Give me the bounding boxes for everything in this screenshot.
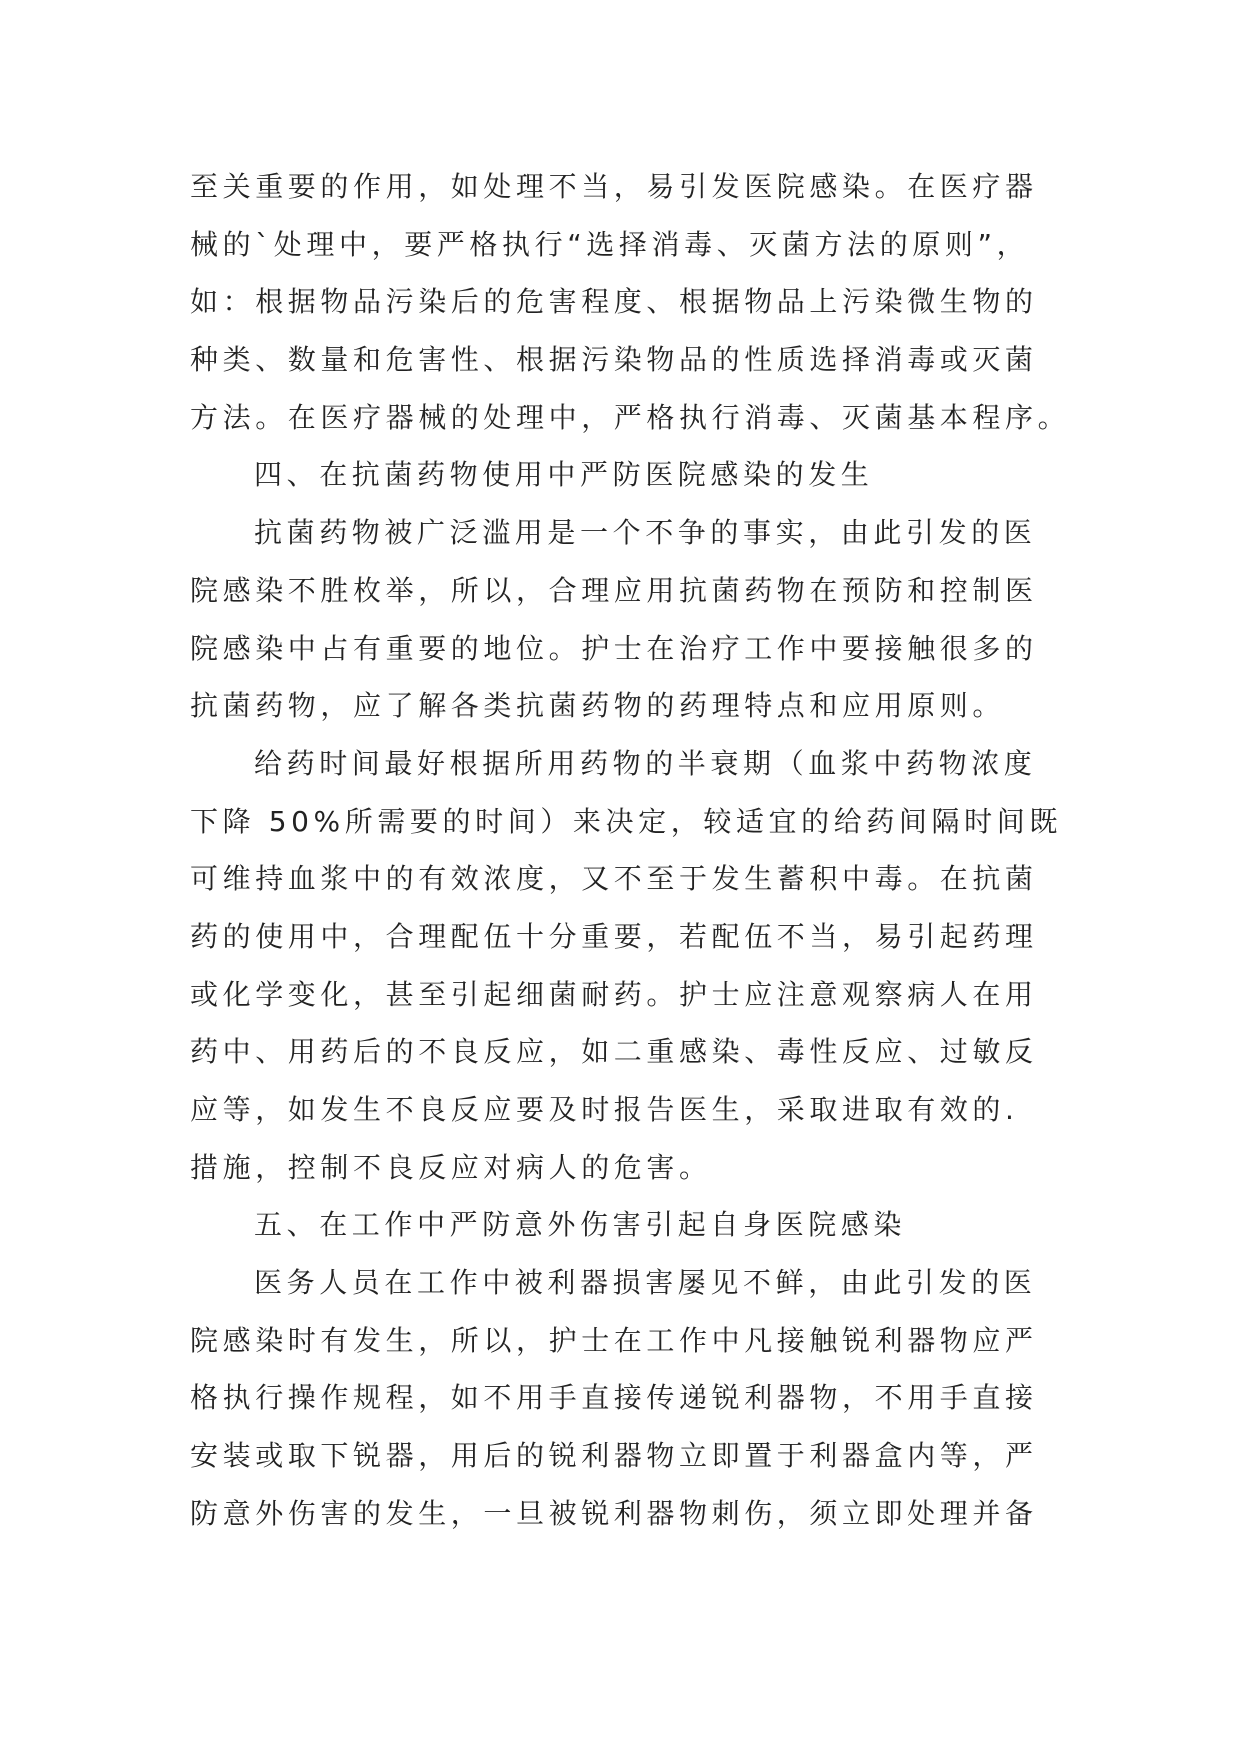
text-line: 药中、用药后的不良反应，如二重感染、毒性反应、过敏反 [190,1035,1038,1069]
text-line: 如：根据物品污染后的危害程度、根据物品上污染微生物的 [190,285,1038,319]
text-line: 院感染中占有重要的地位。护士在治疗工作中要接触很多的 [190,631,1038,665]
text-line: 应等，如发生不良反应要及时报告医生，采取进取有效的. [190,1093,1019,1126]
text-line: 措施，控制不良反应对病人的危害。 [190,1150,712,1184]
text-line: 药的使用中，合理配伍十分重要，若配伍不当，易引起药理 [190,919,1038,953]
text-line: 方法。在医疗器械的处理中，严格执行消毒、灭菌基本程序。 [190,400,1071,434]
section-heading: 五、在工作中严防意外伤害引起自身医院感染 [254,1208,907,1242]
text-line: 械的`处理中，要严格执行“选择消毒、灭菌方法的原则”， [190,227,1030,261]
text-line: 抗菌药物，应了解各类抗菌药物的药理特点和应用原则。 [190,689,1006,723]
section-heading: 四、在抗菌药物使用中严防医院感染的发生 [254,458,874,492]
text-line: 下降 50%所需要的时间）来决定，较适宜的给药间隔时间既 [190,804,1062,838]
paragraph-first-line: 医务人员在工作中被利器损害屡见不鲜，由此引发的医 [254,1266,1037,1300]
document-body [190,158,1071,1543]
text-line: 至关重要的作用，如处理不当，易引发医院感染。在医疗器 [190,170,1038,203]
text-line: 种类、数量和危害性、根据污染物品的性质选择消毒或灭菌 [190,343,1038,377]
paragraph-first-line: 给药时间最好根据所用药物的半衰期（血浆中药物浓度 [254,746,1037,780]
text-line: 格执行操作规程，如不用手直接传递锐利器物，不用手直接 [190,1381,1038,1415]
text-line: 防意外伤害的发生，一旦被锐利器物刺伤，须立即处理并备 [190,1496,1038,1530]
text-line: 或化学变化，甚至引起细菌耐药。护士应注意观察病人在用 [190,977,1038,1011]
text-line: 安装或取下锐器，用后的锐利器物立即置于利器盒内等，严 [190,1439,1038,1473]
text-line: 院感染不胜枚举，所以，合理应用抗菌药物在预防和控制医 [190,573,1038,607]
text-line: 院感染时有发生，所以，护士在工作中凡接触锐利器物应严 [190,1323,1038,1357]
paragraph-first-line: 抗菌药物被广泛滥用是一个不争的事实，由此引发的医 [254,516,1037,550]
text-line: 可维持血浆中的有效浓度，又不至于发生蓄积中毒。在抗菌 [190,862,1038,896]
